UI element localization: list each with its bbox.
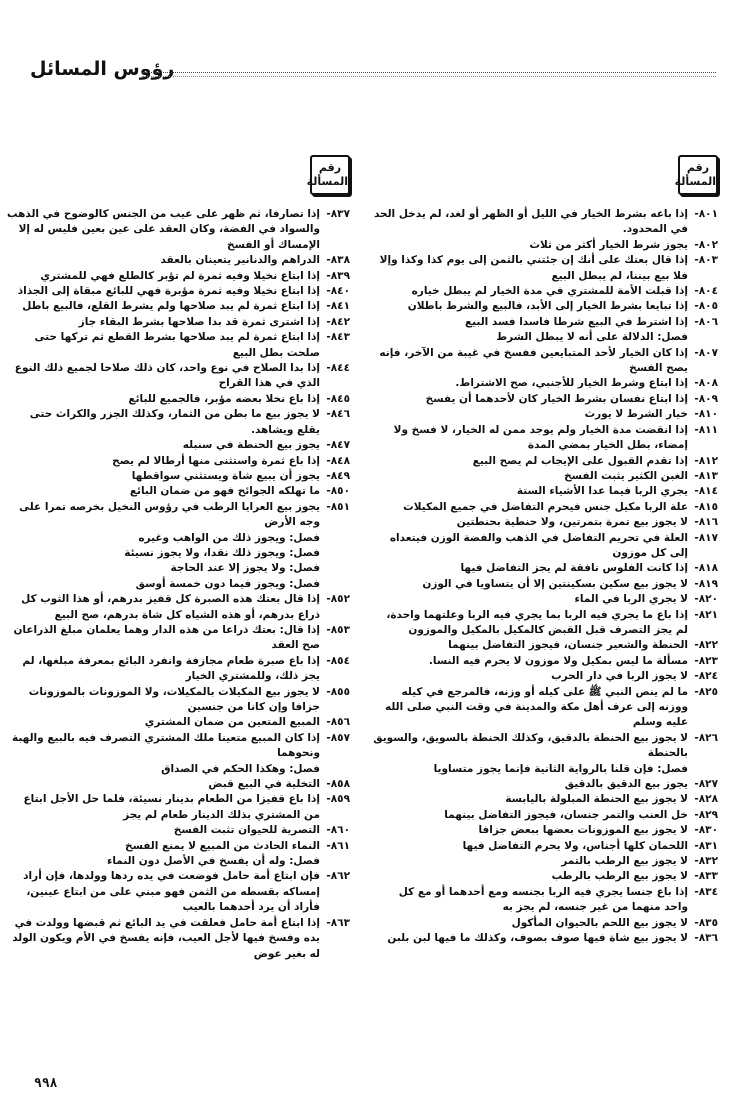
- entry-row: [372, 423, 718, 454]
- entry-text: إذا اشترط في البيع شرطا فاسدا فسد البيع: [464, 315, 688, 328]
- entry-number: ٨٤٢-: [326, 315, 350, 328]
- entry-text: الغبن الكثير يثبت الفسخ: [564, 469, 688, 482]
- entry-row: [6, 392, 350, 407]
- entry-number: ٨٢٤-: [694, 670, 718, 683]
- entry-number: ٨٣٦-: [694, 932, 718, 945]
- issue-number-label-box: رقم المسألة: [678, 155, 718, 195]
- entry-text: إذا باعه بشرط الخيار في الليل أو الظهر أو لغد، لم يدخل الحد في المحدود.: [373, 208, 688, 236]
- entry-number: ٨٢٨-: [694, 793, 718, 806]
- entry-row: [372, 869, 718, 884]
- entry-text: الحنطة والشعير جنسان، فيجوز التفاضل بينهما: [448, 639, 688, 652]
- entry-row: [6, 792, 350, 823]
- entry-text: يجوز أن يبيع شاة ويستثني سواقطها: [131, 469, 320, 482]
- entry-text: لا يجوز بيع الموزونات بعضها ببعض جزافا: [478, 824, 688, 837]
- entry-number: ٨٠٥-: [694, 300, 718, 313]
- entry-text: إذا باع نخلا بعضه مؤبر، فالجميع للبائع: [128, 392, 320, 405]
- entry-row: [6, 484, 350, 499]
- entry-text: يجوز بيع الدقيق بالدقيق: [564, 778, 688, 791]
- entry-number: ٨٥٥-: [326, 685, 350, 698]
- entry-text: لا يجوز بيع الرطب بالتمر: [561, 855, 688, 868]
- entry-row: [372, 392, 718, 407]
- entry-text: إذا كانت الفلوس نافقة لم يجز التفاضل فيها: [460, 562, 688, 575]
- entry-number: ٨١٥-: [694, 500, 718, 513]
- entry-row: [372, 638, 718, 653]
- entry-text: إذا قال بعتك هذه الصبرة كل قفيز بدرهم، أو هذا الثوب كل ذراع بدرهم، أو هذه الشياه كل شاة بدرهم، صح البيع: [21, 593, 320, 621]
- entry-number: ٨٢٧-: [694, 778, 718, 791]
- entry-row: [6, 839, 350, 854]
- entry-text: لا يجوز بيع المكيلات بالمكيلات، ولا الموزونات بالموزونات جزافا وإن كانا من جنسين: [28, 685, 320, 713]
- entry-text: إذا ابتاع ثمرة لم يبد صلاحها بشرط القطع ثم تركها حتى صلحت بطل البيع: [34, 331, 320, 359]
- entry-number: ٨٠٩-: [694, 392, 718, 405]
- entry-text: فصل: وهكذا الحكم في الصداق: [161, 762, 320, 775]
- entry-number: ٨٤٨-: [326, 454, 350, 467]
- entry-number: ٨١٧-: [694, 531, 718, 544]
- entry-text: إذا باع ما يجري فيه الربا بما يجري فيه الربا وعلتهما واحدة، لم يجز التصرف قبل القبض كالمكيل بالمكيل والموزون: [386, 608, 688, 636]
- entry-text: فصل: فإن قلنا بالرواية الثانية فإنما يجوز متساويا: [433, 762, 688, 775]
- entry-number: ٨٢٦-: [694, 731, 718, 744]
- entry-number: ٨١٦-: [694, 516, 718, 529]
- entry-number: ٨١٤-: [694, 485, 718, 498]
- entry-text: يجري الربا فيما عدا الأشياء الستة: [516, 485, 688, 498]
- entry-number: ٨٥١-: [326, 500, 350, 513]
- entry-row: [372, 808, 718, 823]
- entry-number: ٨٣١-: [694, 839, 718, 852]
- entry-text: إذا بدا الصلاح في نوع واحد، كان ذلك صلاحا لجميع ذلك النوع الذي في هذا القراح: [14, 362, 320, 390]
- entry-text: إذا تبايعا بشرط الخيار إلى الأبد، فالبيع والشرط باطلان: [407, 300, 688, 313]
- right-column: [372, 155, 718, 947]
- entry-row: [372, 284, 718, 299]
- entry-row: [372, 762, 718, 777]
- entry-text: لا يجوز بيع تمرة بتمرتين، ولا حنطية بحنطتين: [456, 516, 688, 529]
- entry-number: ٨٥٩-: [326, 793, 350, 806]
- entry-number: ٨٥٦-: [326, 716, 350, 729]
- entry-row: [372, 407, 718, 422]
- entry-text: لا يجوز بيع سكين بسكينتين إلا أن يتساويا في الوزن: [422, 577, 688, 590]
- entry-row: [372, 469, 718, 484]
- entry-number: ٨١٢-: [694, 454, 718, 467]
- entry-row: [6, 469, 350, 484]
- entry-row: [6, 654, 350, 685]
- entry-row: [6, 454, 350, 469]
- entry-number: ٨٤٦-: [326, 408, 350, 421]
- entry-text: إذا ابتاع ثمرة لم يبد صلاحها ولم يشرط القلع، فالبيع باطل: [22, 300, 320, 313]
- entry-text: لا يجري الربا في الماء: [574, 593, 688, 606]
- entry-text: إذا كان المبيع متعينا ملك المشتري التصرف فيه بالبيع والهبة ونحوهما: [12, 731, 320, 760]
- entry-text: إذا باع صبرة طعام مجازفة وانفرد البائع بمعرفة مبلغها، لم يجز ذلك، وللمشتري الخيار: [22, 654, 320, 683]
- entry-text: فصل: وله أن يفسخ في الأصل دون النماء: [106, 855, 320, 868]
- entry-row: [6, 592, 350, 623]
- entry-number: ٨٥٤-: [326, 654, 350, 667]
- entry-number: ٨١٩-: [694, 577, 718, 590]
- entry-number: ٨٦١-: [326, 839, 350, 852]
- entry-number: ٨٠٧-: [694, 346, 718, 359]
- entry-row: [372, 823, 718, 838]
- entry-number: ٨٥٨-: [326, 778, 350, 791]
- entry-text: ما تهلكه الجوائح فهو من ضمان البائع: [129, 485, 320, 498]
- entry-text: فإن ابتاع أمة حامل فوضعت في يده ردها وولدها، فإن أراد إمساكه بقسطه من الثمن فهو مبني على من ابتاع عينين، فأراد أن يرد أحدهما بالعيب: [23, 870, 320, 914]
- entry-number: ٨٢٩-: [694, 808, 718, 821]
- entry-row: [372, 685, 718, 731]
- entry-row: [6, 330, 350, 361]
- left-column-head: [6, 155, 350, 203]
- entry-row: [6, 361, 350, 392]
- entry-text: لا يجوز بيع الحنطة المبلولة باليابسة: [505, 793, 688, 806]
- entry-number: ٨٢٠-: [694, 593, 718, 606]
- left-column: [6, 155, 350, 962]
- left-entries: [6, 207, 350, 962]
- entry-row: [372, 238, 718, 253]
- entry-row: [6, 731, 350, 762]
- entry-text: يجوز شرط الخيار أكثر من ثلاث: [529, 238, 688, 251]
- entry-row: [6, 823, 350, 838]
- entry-row: [372, 376, 718, 391]
- entry-text: العلة في تحريم التفاضل في الذهب والفضة الوزن فيتعداه إلى كل موزون: [389, 531, 688, 559]
- entry-row: [6, 546, 350, 561]
- entry-row: [6, 854, 350, 869]
- entry-number: ٨٣٥-: [694, 916, 718, 929]
- entry-text: إذا ابتاع وشرط الخيار للأجنبي، صح الاشتراط.: [455, 377, 688, 390]
- issue-number-label-box: رقم المسألة: [310, 155, 350, 195]
- entry-text: النماء الحادث من المبيع لا يمنع الفسخ: [125, 839, 320, 852]
- entry-text: لا يجوز بيع اللحم بالحيوان المأكول: [511, 916, 688, 929]
- entry-text: الدراهم والدنانير يتعينان بالعقد: [160, 254, 320, 267]
- entry-text: إذا قال بعتك على أنك إن جئتني بالثمن إلى يوم كذا وكذا وإلا فلا بيع بيننا، لم يبطل البيع: [379, 254, 688, 282]
- entry-text: يجوز بيع الحنطة في سنبله: [182, 439, 320, 452]
- entry-number: ٨٣٢-: [694, 855, 718, 868]
- page-number: ٩٩٨: [34, 1076, 58, 1091]
- entry-row: [372, 608, 718, 639]
- entry-number: ٨٤٤-: [326, 362, 350, 375]
- entry-row: [372, 916, 718, 931]
- entry-row: [6, 299, 350, 314]
- entry-number: ٨٦٠-: [326, 824, 350, 837]
- entry-row: [6, 685, 350, 716]
- entry-row: [6, 315, 350, 330]
- entry-number: ٨٣٧-: [326, 208, 350, 220]
- entry-number: ٨٥٣-: [326, 623, 350, 636]
- entry-text: إذا قال: بعتك ذراعا من هذه الدار وهما يعلمان مبلغ الذراعان صح العقد: [13, 623, 320, 652]
- right-entries: [372, 207, 718, 947]
- entry-row: [372, 577, 718, 592]
- entry-row: [372, 207, 718, 238]
- entry-number: ٨٠٢-: [694, 238, 718, 251]
- entry-number: ٨٤٠-: [326, 285, 350, 298]
- entry-text: لا يجوز بيع ما بطن من الثمار، وكذلك الجزر والكراث حتى يقلع ويشاهد.: [29, 408, 320, 436]
- entry-row: [372, 253, 718, 284]
- header-rule: [142, 72, 716, 77]
- entry-text: إذا قبلت الأمة للمشتري في مدة الخيار لم يبطل خياره: [411, 285, 688, 298]
- entry-row: [372, 500, 718, 515]
- entry-text: إذا ابتاع أمة حامل فعلقت في يد البائع ثم قبضها وولدت في يده وفسخ فيها لأجل العيب، فإنه يفسخ في الأم ويكون الولد له بغير عوض: [12, 916, 320, 960]
- entry-number: ٨٠٤-: [694, 285, 718, 298]
- entry-row: [372, 515, 718, 530]
- entry-row: [6, 577, 350, 592]
- entry-number: ٨٤٥-: [326, 392, 350, 405]
- entry-row: [372, 654, 718, 669]
- entry-number: ٨٠٦-: [694, 315, 718, 328]
- entry-row: [372, 792, 718, 807]
- entry-number: ٨٥٧-: [326, 731, 350, 744]
- entry-text: فصل: ويجوز فيما دون خمسة أوسق: [135, 577, 320, 590]
- entry-row: [6, 715, 350, 730]
- entry-text: إذا ابتاع نخيلا وفيه ثمرة مؤبرة فهي للبائع مبقاة إلى الجذاذ: [17, 285, 320, 298]
- entry-row: [372, 839, 718, 854]
- entry-row: [372, 731, 718, 762]
- entry-row: [372, 592, 718, 607]
- entry-row: [372, 531, 718, 562]
- entry-text: لا يجوز بيع شاة فيها صوف بصوف، وكذلك ما فيها لبن بلبن: [387, 932, 688, 945]
- entry-text: لا يجوز بيع الرطب بالرطب: [551, 870, 688, 883]
- entry-text: إذا باع ثمرة واستثنى منها أرطالا لم يصح: [112, 454, 320, 467]
- entry-row: [372, 346, 718, 377]
- entry-row: [372, 777, 718, 792]
- entry-text: فصل: ولا يجوز إلا عند الحاجة: [170, 562, 320, 575]
- entry-number: ٨٣٤-: [694, 885, 718, 898]
- entry-number: ٨٣٩-: [326, 269, 350, 282]
- entry-text: لا يجوز بيع الحنطة بالدقيق، وكذلك الحنطة بالسويق، والسويق بالحنطة: [373, 731, 688, 760]
- entry-row: [6, 916, 350, 962]
- entry-row: [6, 284, 350, 299]
- right-column-head: [372, 155, 718, 203]
- entry-number: ٨٢١-: [694, 608, 718, 621]
- entry-number: ٨٣٠-: [694, 824, 718, 837]
- entry-number: ٨٦٢-: [326, 870, 350, 883]
- entry-number: ٨٥٢-: [326, 593, 350, 606]
- entry-text: التخلية في البيع قبض: [208, 778, 320, 791]
- entry-number: ٨١٣-: [694, 469, 718, 482]
- entry-text: خيار الشرط لا يورث: [584, 408, 688, 421]
- entry-row: [372, 561, 718, 576]
- entry-row: [6, 269, 350, 284]
- entry-number: ٨١٠-: [694, 408, 718, 421]
- entry-row: [6, 253, 350, 268]
- entry-row: [372, 669, 718, 684]
- entry-number: ٨١٨-: [694, 562, 718, 575]
- entry-number: ٨٠٨-: [694, 377, 718, 390]
- entry-text: يجوز بيع العرايا الرطب في رؤوس النخيل بخرصه تمرا على وجه الأرض: [19, 500, 320, 529]
- entry-row: [6, 762, 350, 777]
- entry-text: التصرية للحيوان تثبت الفسخ: [173, 824, 320, 837]
- entry-text: اللحمان كلها أجناس، ولا يحرم التفاضل فيها: [462, 839, 688, 852]
- entry-text: إذا كان الخيار لأحد المتبايعين ففسخ في غيبة من الآخر، فإنه يصح الفسخ: [379, 346, 688, 375]
- entry-number: ٨٥٠-: [326, 485, 350, 498]
- entry-row: [6, 869, 350, 915]
- entry-number: ٨٦٣-: [326, 916, 350, 929]
- entry-number: ٨٠١-: [694, 208, 718, 220]
- entry-text: خل العنب والتمر جنسان، فيجوز التفاضل بينهما: [444, 808, 688, 821]
- entry-text: إذا اشترى ثمرة قد بدا صلاحها بشرط البقاء جاز: [78, 315, 320, 328]
- entry-number: ٨٤٧-: [326, 439, 350, 452]
- entry-text: إذا تقدم القبول على الإيجاب لم يصح البيع: [472, 454, 688, 467]
- entry-row: [372, 854, 718, 869]
- entry-row: [6, 407, 350, 438]
- entry-text: علة الربا مكيل جنس فيحرم التفاضل في جميع المكيلات: [403, 500, 688, 513]
- entry-text: إذا ابتاع نفسان بشرط الخيار كان لأحدهما أن يفسخ: [425, 392, 688, 405]
- entry-row: [6, 438, 350, 453]
- entry-text: إذا انقضت مدة الخيار ولم يوجد ممن له الخيار، لا فسخ ولا إمضاء، بطل الخيار بمضي المدة: [393, 423, 688, 452]
- entry-row: [372, 454, 718, 469]
- entry-text: إذا باع قفيزا من الطعام بدينار نسيئة، فلما حل الأجل ابتاع من المشتري بذلك الدينار طعام لم يجز: [23, 793, 320, 821]
- entry-number: ٨٤١-: [326, 300, 350, 313]
- entry-row: [6, 207, 350, 253]
- entry-text: مسألة ما ليس بمكيل ولا موزون لا يحرم فيه النسا.: [428, 654, 688, 667]
- entry-text: فصل: ويجوز ذلك من الواهب وغيره: [138, 531, 320, 544]
- entry-row: [372, 299, 718, 314]
- entry-text: إذا تصارفا، ثم ظهر على عيب من الجنس كالوضوح في الذهب والسواد في الفضة، وكان العقد على عين بعين فليس له إلا الإمساك أو الفسخ: [7, 208, 320, 251]
- entry-number: ٨٣٣-: [694, 870, 718, 883]
- entry-text: ما لم ينص النبي ﷺ على كيله أو وزنه، فالمرجع في كيله ووزنه إلى عرف أهل مكة والمدينة في وقت النبي صلى الله عليه وسلم: [384, 685, 688, 729]
- entry-row: [6, 500, 350, 531]
- header-title: رؤوس المسائل: [30, 58, 175, 80]
- entry-row: [6, 561, 350, 576]
- entry-text: فصل: الدلالة على أنه لا يبطل الشرط: [496, 331, 688, 344]
- entry-number: ٨٢٣-: [694, 654, 718, 667]
- entry-number: ٨١١-: [694, 423, 718, 436]
- entry-text: فصل: ويجوز ذلك نقدا، ولا يجوز نسيئة: [124, 546, 320, 559]
- entry-row: [6, 623, 350, 654]
- entry-number: ٨٢٢-: [694, 639, 718, 652]
- entry-row: [372, 885, 718, 916]
- entry-row: [372, 315, 718, 330]
- entry-text: إذا ابتاع نخيلا وفيه ثمرة لم تؤبر كالطلع فهي للمشتري: [40, 269, 320, 282]
- entry-row: [372, 484, 718, 499]
- running-header: [30, 58, 716, 82]
- entry-text: إذا باع جنسا يجري فيه الربا بجنسه ومع أحدهما أو مع كل واحد منهما من غير جنسه، لم يجز به: [398, 885, 688, 914]
- entry-row: [372, 931, 718, 946]
- entry-number: ٨٤٩-: [326, 469, 350, 482]
- entry-number: ٨٤٣-: [326, 331, 350, 344]
- entry-row: [6, 531, 350, 546]
- entry-number: ٨٠٣-: [694, 254, 718, 267]
- entry-row: [372, 330, 718, 345]
- entry-text: لا يجوز الربا في دار الحرب: [551, 670, 688, 683]
- entry-row: [6, 777, 350, 792]
- entry-number: ٨٣٨-: [326, 254, 350, 267]
- entry-number: ٨٢٥-: [694, 685, 718, 698]
- entry-text: المبيع المتعين من ضمان المشتري: [144, 716, 320, 729]
